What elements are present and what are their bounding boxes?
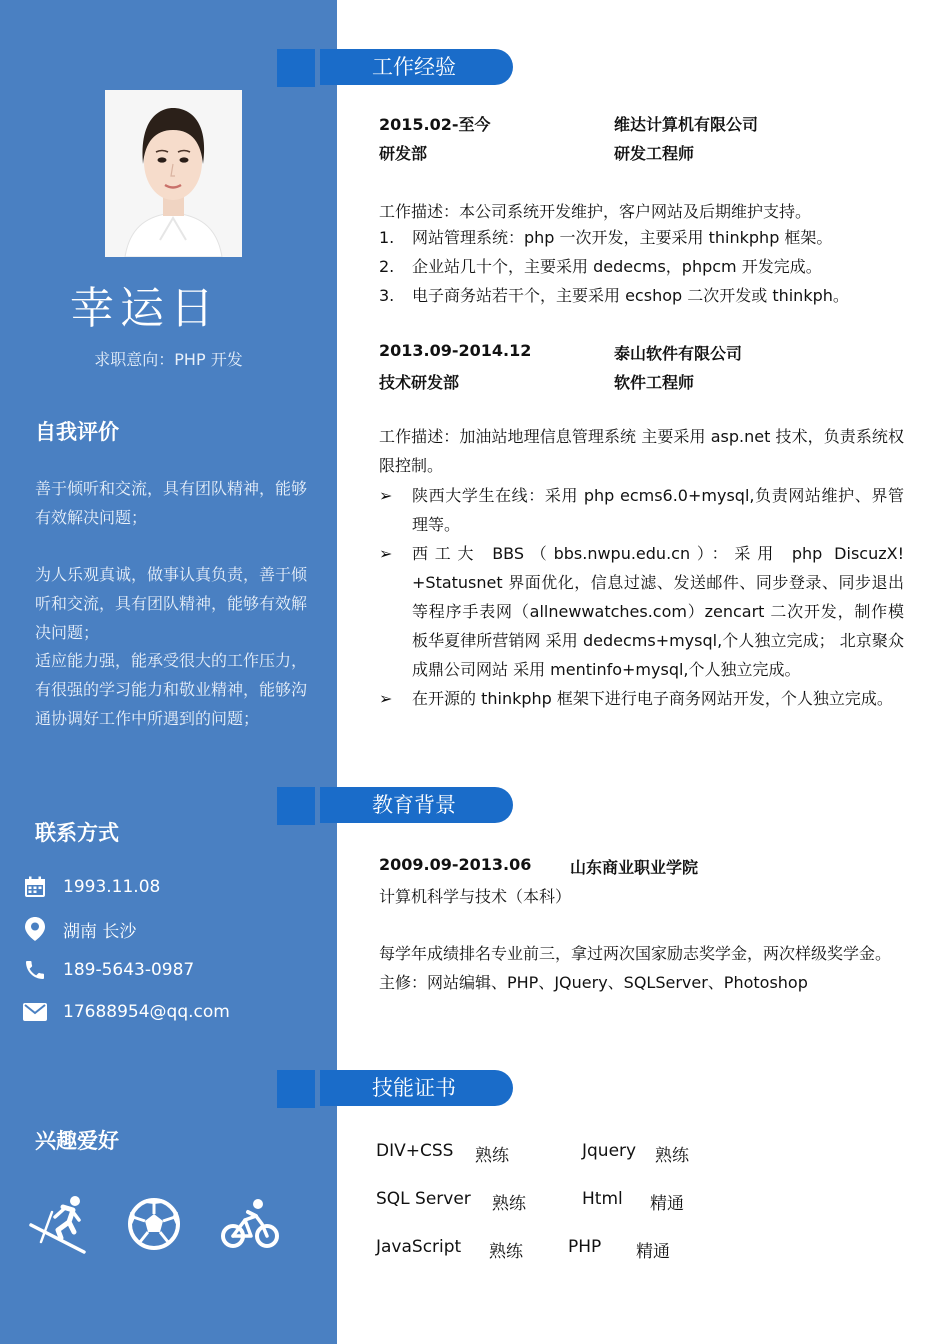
job1-role: 研发工程师 <box>614 144 695 163</box>
list-item <box>379 281 904 310</box>
skill-name: SQL Server <box>376 1189 471 1209</box>
list-item-text: 陕西大学生在线：采用 php ecms6.0+mysql,负责网站维护、界管理等。 <box>412 486 904 534</box>
section-marker <box>277 49 315 87</box>
skill-level: 熟练 <box>655 1146 689 1166</box>
skiing-icon <box>28 1192 92 1256</box>
self-eval-paragraph-3: 适应能力强，能承受很大的工作压力，有很强的学习能力和敬业精神，能够沟通协调好工作中所遇到的问题； <box>35 651 308 728</box>
list-item <box>379 539 904 684</box>
skill-level: 熟练 <box>489 1242 523 1262</box>
arrow-bullet-icon: ➢ <box>379 486 393 505</box>
contact-phone <box>22 956 194 984</box>
skill-level: 熟练 <box>475 1146 509 1166</box>
portrait-image <box>105 90 242 257</box>
list-item <box>379 481 904 539</box>
job1-company: 维达计算机有限公司 <box>614 115 759 134</box>
work-section-title: 工作经验 <box>320 49 513 85</box>
arrow-bullet-icon: ➢ <box>379 689 393 708</box>
list-item-text: 在开源的 thinkphp 框架下进行电子商务网站开发，个人独立完成。 <box>412 689 893 708</box>
contact-location <box>22 915 136 943</box>
candidate-name: 幸运日 <box>70 283 220 334</box>
mail-icon <box>22 999 48 1025</box>
skill-level: 精通 <box>636 1242 670 1262</box>
skill-name: PHP <box>568 1237 602 1257</box>
education-school: 山东商业职业学院 <box>570 858 699 877</box>
list-item-text: 电子商务站若干个，主要采用 ecshop 二次开发或 thinkph。 <box>412 286 849 305</box>
job2-description: 工作描述：加油站地理信息管理系统 主要采用 asp.net 技术，负责系统权限控制。 <box>379 427 904 475</box>
skills-section-title: 技能证书 <box>320 1070 513 1106</box>
list-marker: 2. <box>379 257 395 276</box>
job1-period: 2015.02-至今 <box>379 115 491 134</box>
skill-name: DIV+CSS <box>376 1141 454 1161</box>
contact-heading: 联系方式 <box>35 821 119 845</box>
section-marker <box>277 787 315 825</box>
job2-list <box>379 481 904 713</box>
job1-description: 工作描述：本公司系统开发维护，客户网站及后期维护支持。 <box>379 202 812 221</box>
phone-icon <box>22 957 48 983</box>
job-intent: 求职意向：PHP 开发 <box>94 350 243 369</box>
section-marker <box>277 1070 315 1108</box>
email-text: 17688954@qq.com <box>63 1002 230 1022</box>
education-major: 计算机科学与技术（本科） <box>379 887 572 906</box>
profile-photo <box>105 90 242 257</box>
job1-list <box>379 223 904 310</box>
education-honors: 每学年成绩排名专业前三，拿过两次国家励志奖学金，两次样级奖学金。 <box>379 944 892 963</box>
birthday-text: 1993.11.08 <box>63 877 161 897</box>
phone-text: 189-5643-0987 <box>63 960 195 980</box>
job2-period: 2013.09-2014.12 <box>379 341 532 360</box>
skill-name: Html <box>582 1189 623 1209</box>
contact-birthday <box>22 873 160 901</box>
cycling-icon <box>218 1192 282 1256</box>
job2-dept: 技术研发部 <box>379 373 460 392</box>
skill-name: JavaScript <box>376 1237 462 1257</box>
list-item <box>379 684 904 713</box>
skill-level: 熟练 <box>492 1194 526 1214</box>
list-marker: 3. <box>379 286 395 305</box>
list-marker: 1. <box>379 228 395 247</box>
job1-dept: 研发部 <box>379 144 428 163</box>
sidebar <box>0 0 337 1344</box>
list-item-text: 企业站几十个，主要采用 dedecms，phpcm 开发完成。 <box>412 257 822 276</box>
job2-company: 泰山软件有限公司 <box>614 344 743 363</box>
list-item <box>379 252 904 281</box>
arrow-bullet-icon: ➢ <box>379 544 393 563</box>
list-item <box>379 223 904 252</box>
location-pin-icon <box>22 916 48 942</box>
self-eval-paragraph-2: 为人乐观真诚，做事认真负责，善于倾听和交流，具有团队精神，能够有效解决问题； <box>35 565 308 642</box>
hobbies-heading: 兴趣爱好 <box>35 1129 119 1153</box>
self-eval-heading: 自我评价 <box>35 420 119 444</box>
location-text: 湖南 长沙 <box>63 921 137 942</box>
skill-name: Jquery <box>582 1141 637 1161</box>
list-item-text: 网站管理系统：php 一次开发，主要采用 thinkphp 框架。 <box>412 228 833 247</box>
education-section-title: 教育背景 <box>320 787 513 823</box>
education-period: 2009.09-2013.06 <box>379 855 532 874</box>
list-item-text: 西工大 BBS（bbs.nwpu.edu.cn）：采用 php DiscuzX! +Statusnet 界面优化，信息过滤、发送邮件、同步登录、同步退出等程序手表网（allnewwatches.com）zencart 二次开发，制作模板华夏律所营销网 采用 dedecms+mysql,个人独立完成； 北京聚众成鼎公司网站 采用 mentinfo+mysql,个人独立完成。 <box>412 544 904 679</box>
soccer-icon <box>122 1192 186 1256</box>
skill-level: 精通 <box>650 1194 684 1214</box>
contact-email <box>22 998 230 1026</box>
self-eval-paragraph-1: 善于倾听和交流，具有团队精神，能够有效解决问题； <box>35 479 308 527</box>
calendar-icon <box>22 874 48 900</box>
job2-role: 软件工程师 <box>614 373 695 392</box>
education-courses: 主修：网站编辑、PHP、JQuery、SQLServer、Photoshop <box>379 973 808 992</box>
